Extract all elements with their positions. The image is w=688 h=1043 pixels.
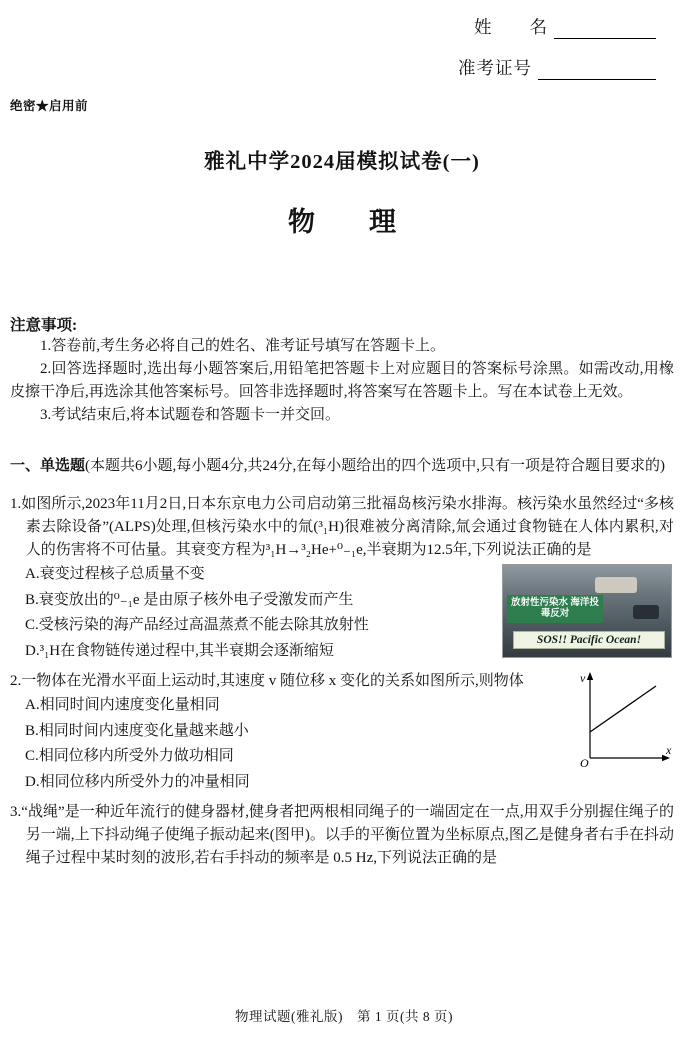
exam-title: 雅礼中学2024届模拟试卷(一) <box>204 151 480 173</box>
question-3-stem: 3.“战绳”是一种近年流行的健身器材,健身者把两根相同绳子的一端固定在一点,用双手分别握住绳子的另一端,上下抖动绳子使绳子振动起来(图甲)。以手的平衡位置为坐标原点,图乙是健身者右手在抖动绳子过程中某时刻的波形,若右手抖动的频率是 0.5 Hz,下列说法正确的是 <box>10 804 674 866</box>
question-1-option-c: C.受核污染的海产品经过高温蒸煮不能去除其放射性 <box>25 617 369 633</box>
velocity-position-graph <box>574 668 674 768</box>
question-1-options-row <box>10 562 674 664</box>
photo-banner-text-cn: 放射性污染水 海洋投毒反对 <box>507 595 603 623</box>
question-1-options <box>25 562 494 664</box>
exam-id-label: 准考证号 <box>458 58 532 78</box>
notice-item-2: 2.回答选择题时,选出每小题答案后,用铅笔把答题卡上对应题目的答案标号涂黑。如需改动,用橡皮擦干净后,再选涂其他答案标号。回答非选择题时,将答案写在答题卡上。写在本试卷上无效。 <box>10 361 674 400</box>
section-label: 一、单选题 <box>10 458 86 474</box>
notice-heading: 注意事项: <box>10 317 78 334</box>
protest-photo <box>502 564 672 658</box>
name-blank-line <box>554 18 656 39</box>
question-1-option-a: A.衰变过程核子总质量不变 <box>25 566 205 582</box>
graph-x-axis-label: x <box>666 743 672 757</box>
exam-id-blank-line <box>538 59 656 80</box>
question-1-stem: 1.如图所示,2023年11月2日,日本东京电力公司启动第三批福岛核污染水排海。核污染水虽然经过“多核素去除设备”(ALPS)处理,但核污染水中的氚(³₁H)很难被分离清除,氚会通过食物链在人体内累积,对人的伤害将不可估量。其衰变方程为³₁H→³₂He+⁰₋₁e,半衰期为12.5年,下列说法正确的是 <box>10 496 674 558</box>
secret-mark: 绝密★启用前 <box>10 99 89 113</box>
photo-banner-text-en: SOS!! Pacific Ocean! <box>513 631 665 649</box>
photo-sign-shape <box>595 577 637 593</box>
section-heading <box>10 455 674 478</box>
name-label: 姓 名 <box>474 17 548 37</box>
question-2-row <box>10 664 674 795</box>
question-2-options <box>25 693 570 795</box>
question-1-option-b: B.衰变放出的⁰₋₁e 是由原子核外电子受激发而产生 <box>25 591 354 608</box>
question-2-option-b: B.相同时间内速度变化量越来越小 <box>25 722 249 739</box>
exam-id-row <box>10 55 656 80</box>
subject-title: 物 理 <box>288 207 396 237</box>
question-2-stem: 2.一物体在光滑水平面上运动时,其速度 v 随位移 x 变化的关系如图所示,则物体 <box>10 673 524 689</box>
question-1-option-d: D.³₁H在食物链传递过程中,其半衰期会逐渐缩短 <box>25 642 334 659</box>
question-2-text-column <box>10 664 570 795</box>
name-row <box>10 0 656 39</box>
question-2-option-a: A.相同时间内速度变化量相同 <box>25 697 220 713</box>
page-footer: 物理试题(雅礼版) 第 1 页(共 8 页) <box>235 1009 453 1024</box>
graph-origin-label: O <box>580 756 589 768</box>
graph-v-axis-label: v <box>580 671 586 685</box>
question-2-option-d: D.相同位移内所受外力的冲量相同 <box>25 773 250 790</box>
photo-sign-shape-2 <box>633 605 659 619</box>
section-desc: (本题共6小题,每小题4分,共24分,在每小题给出的四个选项中,只有一项是符合题目要求的) <box>85 458 666 474</box>
notice-item-3: 3.考试结束后,将本试题卷和答题卡一并交回。 <box>40 407 341 423</box>
question-2-option-c: C.相同位移内所受外力做功相同 <box>25 748 234 764</box>
notice-item-1: 1.答卷前,考生务必将自己的姓名、准考证号填写在答题卡上。 <box>40 338 446 354</box>
